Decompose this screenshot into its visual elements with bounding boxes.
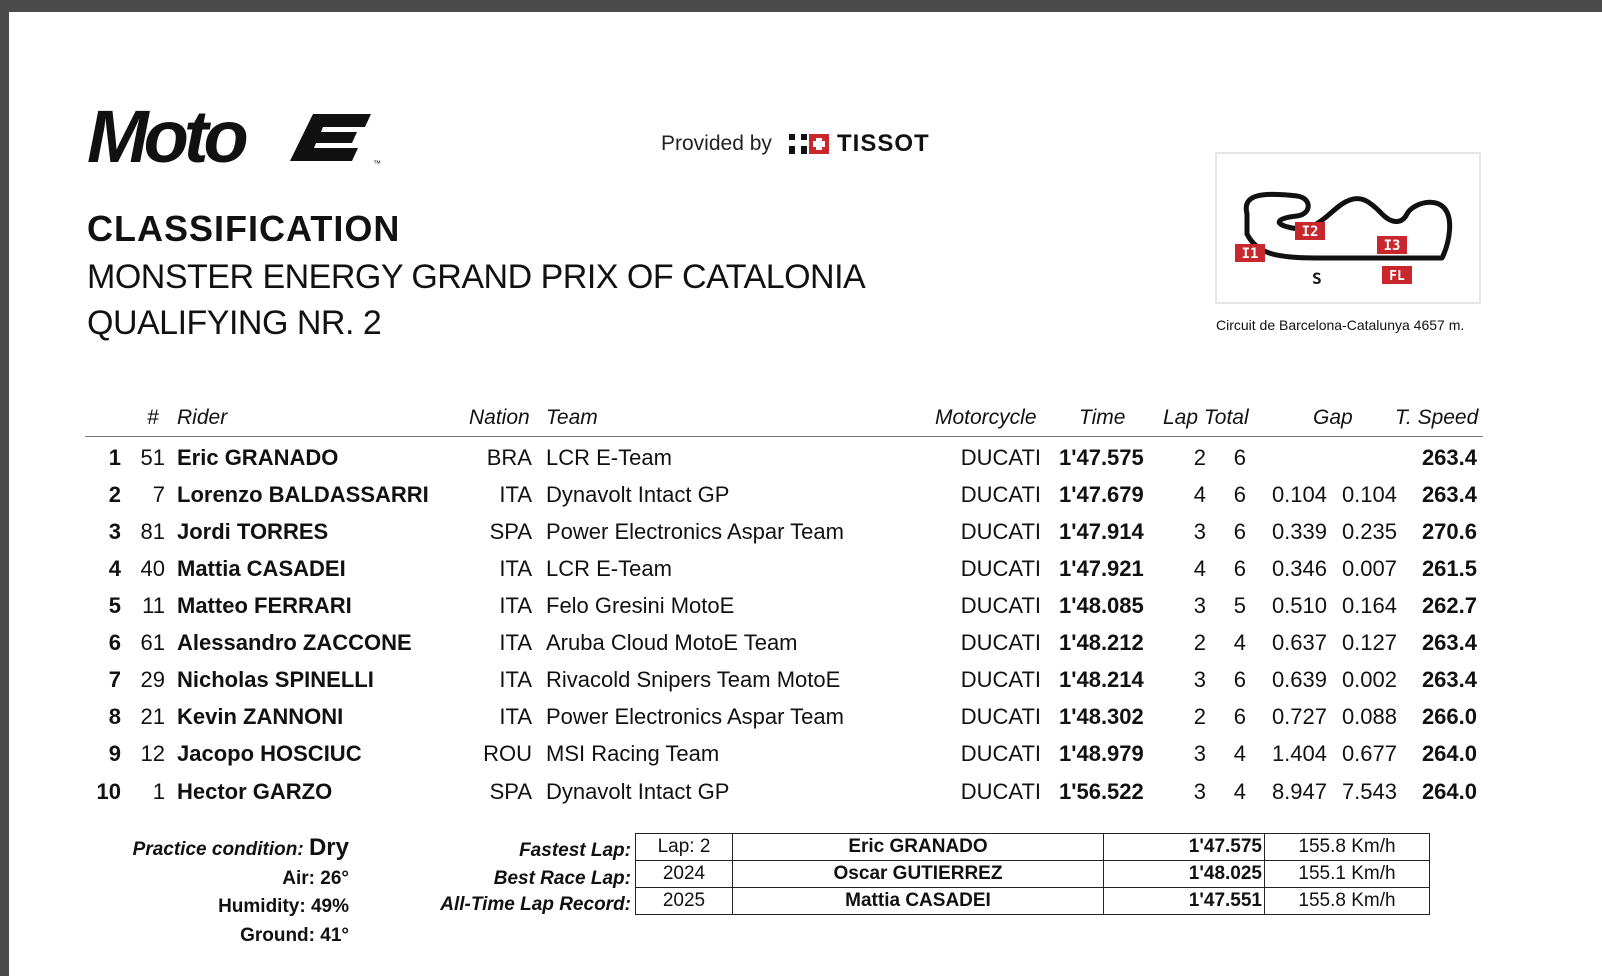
nation: ITA xyxy=(499,593,532,618)
best-time: 1'56.522 xyxy=(1059,779,1144,804)
position: 2 xyxy=(108,482,121,507)
best-lap: 3 xyxy=(1193,519,1206,544)
air-temperature: Air: 26° xyxy=(282,868,349,889)
best-lap: 3 xyxy=(1193,741,1206,766)
position: 5 xyxy=(108,593,121,618)
team: LCR E-Team xyxy=(546,445,672,470)
rider-number: 61 xyxy=(140,630,165,655)
records-table xyxy=(635,833,1430,915)
table-row xyxy=(9,588,1602,624)
gap-first: 0.339 xyxy=(1271,519,1327,544)
rider-name: Hector GARZO xyxy=(177,779,333,804)
gap-first: 0.639 xyxy=(1271,667,1327,692)
practice-condition-value: Dry xyxy=(308,834,349,861)
tissot-logo xyxy=(789,129,930,159)
nation: BRA xyxy=(486,445,532,470)
best-time: 1'48.085 xyxy=(1059,593,1144,618)
total-laps: 5 xyxy=(1233,593,1246,618)
col-number: # xyxy=(147,406,159,429)
total-laps: 6 xyxy=(1233,704,1246,729)
best-time: 1'48.979 xyxy=(1059,741,1144,766)
best-time: 1'48.302 xyxy=(1059,704,1144,729)
top-speed: 262.7 xyxy=(1421,593,1477,618)
position: 9 xyxy=(108,741,121,766)
team: Aruba Cloud MotoE Team xyxy=(546,630,798,655)
rider-number: 12 xyxy=(140,741,165,766)
rider-number: 81 xyxy=(140,519,165,544)
record-speed: 155.1 Km/h xyxy=(1265,861,1430,888)
circuit-caption: Circuit de Barcelona-Catalunya 4657 m. xyxy=(1216,317,1465,333)
table-row xyxy=(9,625,1602,661)
top-speed: 270.6 xyxy=(1421,519,1477,544)
rider-name: Alessandro ZACCONE xyxy=(177,630,412,655)
gap-first: 8.947 xyxy=(1271,779,1327,804)
tissot-wordmark: TISSOT xyxy=(837,130,930,157)
marker-i1: I1 xyxy=(1241,246,1259,262)
table-row xyxy=(9,514,1602,550)
total-laps: 6 xyxy=(1233,667,1246,692)
rider-number: 51 xyxy=(140,445,165,470)
best-time: 1'47.575 xyxy=(1059,445,1144,470)
motorcycle: DUCATI xyxy=(960,593,1041,618)
team: Felo Gresini MotoE xyxy=(546,593,735,618)
rider-name: Nicholas SPINELLI xyxy=(177,667,374,692)
col-gap: Gap xyxy=(1313,406,1353,429)
rider-name: Jacopo HOSCIUC xyxy=(177,741,362,766)
gap-previous: 0.104 xyxy=(1341,482,1397,507)
nation: ITA xyxy=(499,630,532,655)
practice-condition-label: Practice condition: xyxy=(132,839,304,860)
record-lap: Lap: 2 xyxy=(636,834,733,861)
position: 3 xyxy=(108,519,121,544)
practice-condition xyxy=(109,834,349,862)
rider-number: 40 xyxy=(140,556,165,581)
best-lap: 3 xyxy=(1193,667,1206,692)
nation: SPA xyxy=(489,779,532,804)
nation: SPA xyxy=(489,519,532,544)
record-speed: 155.8 Km/h xyxy=(1265,888,1430,915)
nation: ITA xyxy=(499,704,532,729)
best-race-lap-row xyxy=(636,861,1430,888)
page-title: CLASSIFICATION xyxy=(87,208,401,249)
team: Rivacold Snipers Team MotoE xyxy=(546,667,841,692)
table-row xyxy=(9,699,1602,735)
gap-first: 0.104 xyxy=(1271,482,1327,507)
tissot-cross-icon xyxy=(789,133,831,155)
top-speed: 261.5 xyxy=(1421,556,1477,581)
record-lap: 2025 xyxy=(636,888,733,915)
position: 8 xyxy=(108,704,121,729)
fastest-lap-row xyxy=(636,834,1430,861)
gap-previous: 0.127 xyxy=(1341,630,1397,655)
position: 1 xyxy=(108,445,121,470)
gap-first: 0.727 xyxy=(1271,704,1327,729)
team: LCR E-Team xyxy=(546,556,672,581)
circuit-track-icon xyxy=(1217,154,1479,302)
top-speed: 263.4 xyxy=(1421,630,1477,655)
team: Dynavolt Intact GP xyxy=(546,779,730,804)
humidity: Humidity: 49% xyxy=(218,896,349,917)
top-speed: 263.4 xyxy=(1421,445,1477,470)
team: Dynavolt Intact GP xyxy=(546,482,730,507)
best-lap: 4 xyxy=(1193,556,1206,581)
record-lap: 2024 xyxy=(636,861,733,888)
lap-record-row xyxy=(636,888,1430,915)
motorcycle: DUCATI xyxy=(960,556,1041,581)
provided-by-label: Provided by xyxy=(661,132,772,155)
best-lap: 2 xyxy=(1193,630,1206,655)
motorcycle: DUCATI xyxy=(960,779,1041,804)
motorcycle: DUCATI xyxy=(960,445,1041,470)
top-speed: 266.0 xyxy=(1421,704,1477,729)
motorcycle: DUCATI xyxy=(960,482,1041,507)
total-laps: 6 xyxy=(1233,482,1246,507)
best-race-lap-label: Best Race Lap: xyxy=(493,868,631,889)
team: Power Electronics Aspar Team xyxy=(546,519,844,544)
rider-number: 7 xyxy=(152,482,165,507)
circuit-map xyxy=(1215,152,1481,304)
marker-finish-line: FL xyxy=(1389,269,1405,284)
gap-previous: 7.543 xyxy=(1341,779,1397,804)
header-divider xyxy=(85,436,1483,437)
gap-previous: 0.007 xyxy=(1341,556,1397,581)
gap-previous: 0.002 xyxy=(1341,667,1397,692)
record-time: 1'48.025 xyxy=(1104,861,1265,888)
record-time: 1'47.551 xyxy=(1104,888,1265,915)
gap-previous: 0.235 xyxy=(1341,519,1397,544)
record-rider: Oscar GUTIERREZ xyxy=(733,861,1104,888)
col-motorcycle: Motorcycle xyxy=(935,406,1037,429)
rider-number: 11 xyxy=(142,593,165,618)
rider-name: Eric GRANADO xyxy=(177,445,339,470)
motorcycle: DUCATI xyxy=(960,704,1041,729)
top-speed: 263.4 xyxy=(1421,667,1477,692)
table-row xyxy=(9,551,1602,587)
total-laps: 4 xyxy=(1233,741,1246,766)
best-time: 1'48.214 xyxy=(1059,667,1144,692)
top-speed: 264.0 xyxy=(1421,779,1477,804)
nation: ROU xyxy=(483,741,532,766)
marker-i2: I2 xyxy=(1301,224,1319,240)
motorcycle: DUCATI xyxy=(960,667,1041,692)
position: 6 xyxy=(108,630,121,655)
classification-sheet xyxy=(9,12,1602,976)
col-nation: Nation xyxy=(469,406,530,429)
best-lap: 3 xyxy=(1193,593,1206,618)
table-row xyxy=(9,440,1602,476)
team: MSI Racing Team xyxy=(546,741,720,766)
best-lap: 2 xyxy=(1193,445,1206,470)
best-time: 1'47.679 xyxy=(1059,482,1144,507)
gap-previous: 0.088 xyxy=(1341,704,1397,729)
record-speed: 155.8 Km/h xyxy=(1265,834,1430,861)
table-row xyxy=(9,774,1602,810)
fastest-lap-label: Fastest Lap: xyxy=(519,840,631,861)
rider-name: Mattia CASADEI xyxy=(177,556,346,581)
best-time: 1'48.212 xyxy=(1059,630,1144,655)
record-rider: Eric GRANADO xyxy=(733,834,1104,861)
gap-previous: 0.164 xyxy=(1341,593,1397,618)
table-row xyxy=(9,477,1602,513)
best-time: 1'47.921 xyxy=(1059,556,1144,581)
col-time: Time xyxy=(1079,406,1126,429)
session-title: QUALIFYING NR. 2 xyxy=(87,304,382,342)
marker-i3: I3 xyxy=(1383,238,1401,254)
total-laps: 4 xyxy=(1233,630,1246,655)
top-speed: 264.0 xyxy=(1421,741,1477,766)
col-lap-total: Lap Total xyxy=(1163,406,1249,429)
position: 4 xyxy=(108,556,121,581)
position: 10 xyxy=(96,779,121,804)
table-row xyxy=(9,736,1602,772)
marker-start: S xyxy=(1312,269,1322,288)
position: 7 xyxy=(108,667,121,692)
table-row xyxy=(9,662,1602,698)
event-title: MONSTER ENERGY GRAND PRIX OF CATALONIA xyxy=(87,258,866,296)
record-rider: Mattia CASADEI xyxy=(733,888,1104,915)
rider-number: 1 xyxy=(152,779,165,804)
rider-name: Lorenzo BALDASSARRI xyxy=(177,482,429,507)
nation: ITA xyxy=(499,667,532,692)
nation: ITA xyxy=(499,482,532,507)
rider-name: Matteo FERRARI xyxy=(177,593,352,618)
team: Power Electronics Aspar Team xyxy=(546,704,844,729)
gap-first: 1.404 xyxy=(1271,741,1327,766)
best-time: 1'47.914 xyxy=(1059,519,1144,544)
nation: ITA xyxy=(499,556,532,581)
svg-text:™: ™ xyxy=(373,159,381,168)
gap-first: 0.637 xyxy=(1271,630,1327,655)
gap-first: 0.510 xyxy=(1271,593,1327,618)
gap-first: 0.346 xyxy=(1271,556,1327,581)
record-time: 1'47.575 xyxy=(1104,834,1265,861)
gap-previous: 0.677 xyxy=(1341,741,1397,766)
best-lap: 2 xyxy=(1193,704,1206,729)
rider-number: 21 xyxy=(140,704,165,729)
total-laps: 6 xyxy=(1233,556,1246,581)
top-speed: 263.4 xyxy=(1421,482,1477,507)
motorcycle: DUCATI xyxy=(960,741,1041,766)
motorcycle: DUCATI xyxy=(960,630,1041,655)
col-team: Team xyxy=(546,406,598,429)
total-laps: 6 xyxy=(1233,519,1246,544)
ground-temperature: Ground: 41° xyxy=(240,925,349,946)
motorcycle: DUCATI xyxy=(960,519,1041,544)
rider-name: Kevin ZANNONI xyxy=(177,704,344,729)
best-lap: 4 xyxy=(1193,482,1206,507)
best-lap: 3 xyxy=(1193,779,1206,804)
rider-name: Jordi TORRES xyxy=(177,519,329,544)
rider-number: 29 xyxy=(140,667,165,692)
lap-record-label: All-Time Lap Record: xyxy=(440,894,631,915)
col-top-speed: T. Speed xyxy=(1395,406,1479,429)
col-rider: Rider xyxy=(177,406,228,429)
total-laps: 6 xyxy=(1233,445,1246,470)
motoe-logo xyxy=(87,100,387,170)
svg-text:Moto: Moto xyxy=(87,100,244,170)
total-laps: 4 xyxy=(1233,779,1246,804)
